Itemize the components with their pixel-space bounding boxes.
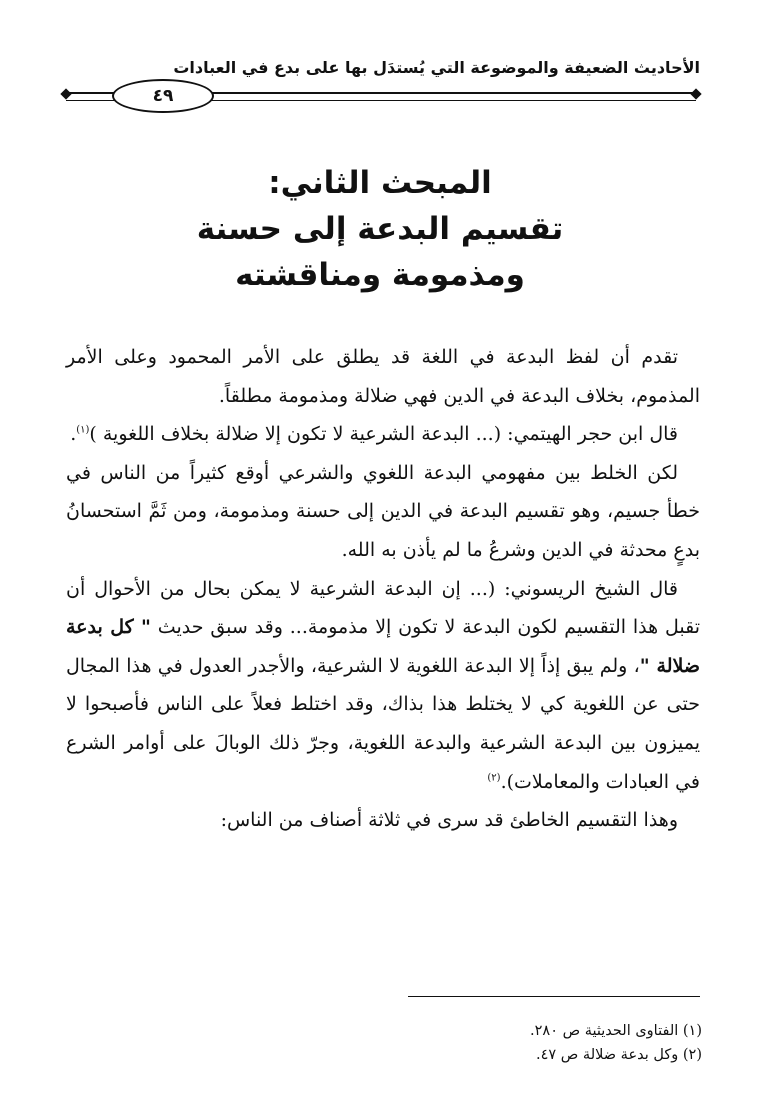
heading-line-3: ومذمومة ومناقشته — [235, 257, 525, 293]
page-number: ٤٩ — [112, 79, 214, 113]
paragraph-5: وهذا التقسيم الخاطئ قد سرى في ثلاثة أصناف من الناس: — [220, 809, 678, 832]
paragraph-2-end: . — [70, 423, 77, 446]
footnote-2: (٢) وكل بدعة ضلالة ص ٤٧. — [535, 1047, 702, 1063]
paragraph-2 — [66, 415, 700, 454]
body-text — [66, 338, 700, 840]
paragraph-4 — [66, 570, 700, 802]
footnote-1: (١) الفتاوى الحديثية ص ٢٨٠. — [530, 1023, 702, 1039]
paragraph-3: لكن الخلط بين مفهومي البدعة اللغوي والشرعي أوقع كثيراً من الناس في خطأ جسيم، وهو تقسيم البدعة في الدين إلى حسنة ومذمومة، ومن ثَمَّ استحسانُ بدعٍ محدثة في الدين وشرعُ ما لم يأذن به الله. — [66, 461, 700, 561]
running-header-title: الأحاديث الضعيفة والموضوعة التي يُستدَل بها على بدع في العبادات — [173, 58, 700, 77]
footnote-separator — [408, 996, 700, 997]
footnote-ref-2: (٢) — [487, 772, 501, 784]
hadith-quote: " كل بدعة ضلالة " — [66, 616, 700, 677]
paragraph-4-text-a: قال الشيخ الريسوني: (... إن البدعة الشرعية لا يمكن بحال من الأحوال أن تقبل هذا التقسيم لكون البدعة لا تكون إلا مذمومة... وقد سبق حديث — [66, 577, 700, 639]
paragraph-1: تقدم أن لفظ البدعة في اللغة قد يطلق على الأمر المحمود وعلى الأمر المذموم، بخلاف البدعة في الدين فهي ضلالة ومذمومة مطلقاً. — [66, 346, 700, 407]
heading-line-2: تقسيم البدعة إلى حسنة — [196, 211, 564, 247]
heading-line-1: المبحث الثاني: — [268, 165, 492, 201]
footnotes — [302, 1019, 702, 1067]
paragraph-4-text-b: ، ولم يبق إذاً إلا البدعة اللغوية لا الشرعية، والأجدر العدول في هذا المجال حتى عن اللغوية كي لا يختلط هذا بذاك، وقد اختلط فعلاً على الناس فأصبحوا لا يميزون بين البدعة الشرعية والبدعة اللغوية، وجرّ ذلك الوبالَ على أوامر الشرع في العبادات والمعاملات). — [66, 654, 700, 793]
section-heading — [120, 160, 640, 298]
paragraph-2-text: قال ابن حجر الهيتمي: (... البدعة الشرعية لا تكون إلا ضلالة بخلاف اللغوية ) — [89, 423, 678, 446]
footnote-ref-1: (١) — [76, 424, 90, 436]
